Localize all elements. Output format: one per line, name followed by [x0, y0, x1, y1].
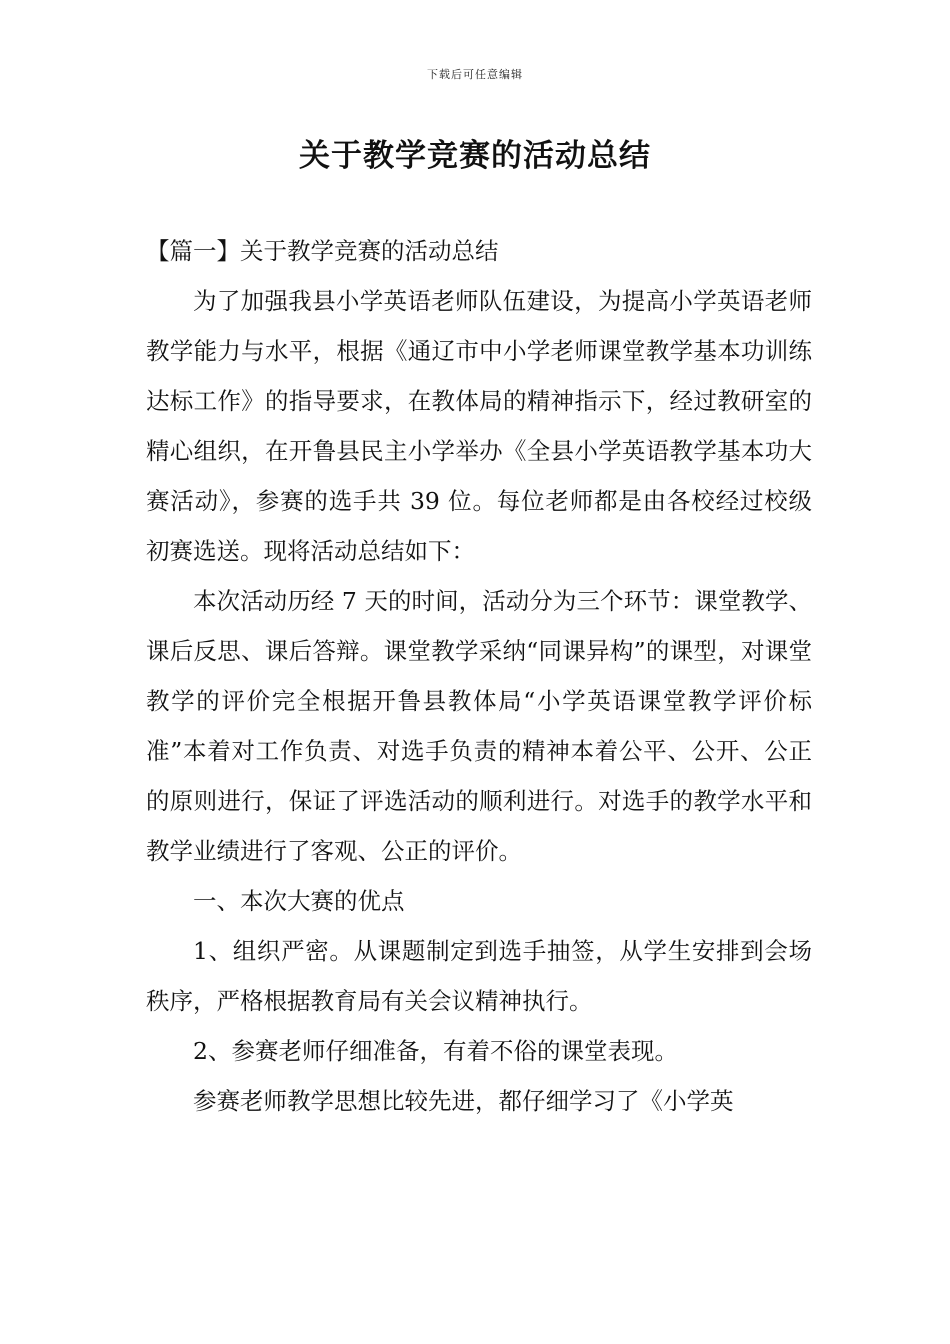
paragraph-continued: 参赛老师教学思想比较先进，都仔细学习了《小学英	[193, 1087, 734, 1115]
paragraph-intro: 为了加强我县小学英语老师队伍建设，为提高小学英语老师教学能力与水平，根据《通辽市中小学老师课堂教学基本功训练达标工作》的指导要求，在教体局的精神指示下，经过教研室的精心组织，在开鲁县民主小学举办《全县小学英语教学基本功大赛活动》，参赛的选手共 39 位。每位老师都是由各校经过校级初赛选送。现将活动总结如下：	[146, 287, 812, 565]
document-body	[146, 226, 812, 1126]
section-heading: 【篇一】关于教学竞赛的活动总结	[146, 237, 499, 265]
paragraph-activity: 本次活动历经 7 天的时间，活动分为三个环节：课堂教学、课后反思、课后答辩。课堂教学采纳“同课异构”的课型，对课堂教学的评价完全根据开鲁县教体局“小学英语课堂教学评价标准”本着对工作负责、对选手负责的精神本着公平、公开、公正的原则进行，保证了评选活动的顺利进行。对选手的教学水平和教学业绩进行了客观、公正的评价。	[146, 587, 812, 865]
header-note: 下载后可任意编辑	[427, 68, 523, 81]
document-title: 关于教学竞赛的活动总结	[299, 138, 651, 174]
subheading-strengths: 一、本次大赛的优点	[193, 887, 405, 915]
paragraph-point-1: 1、组织严密。从课题制定到选手抽签，从学生安排到会场秩序，严格根据教育局有关会议精神执行。	[146, 937, 812, 1015]
paragraph-point-2: 2、参赛老师仔细准备，有着不俗的课堂表现。	[193, 1037, 678, 1065]
